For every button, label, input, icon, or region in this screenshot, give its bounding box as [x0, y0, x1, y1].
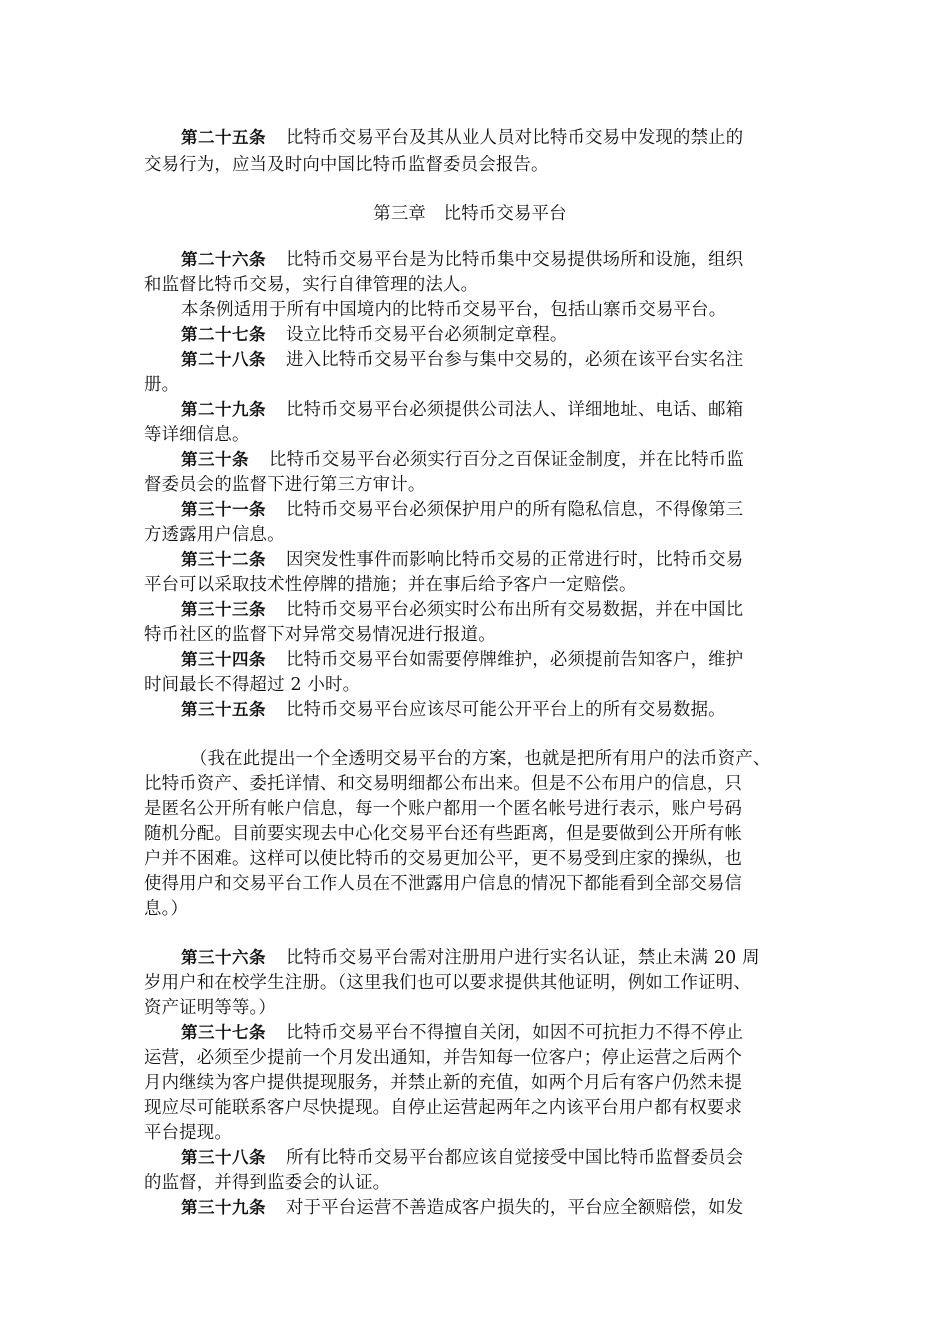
article-number: 第三十三条: [181, 600, 266, 619]
article-38-line-2: 的监督，并得到监委会的认证。: [144, 1173, 391, 1193]
article-26-line-1: [144, 248, 796, 272]
article-33-line-2: 特币社区的监督下对异常交易情况进行报道。: [144, 625, 496, 645]
article-36-line-2: 岁用户和在校学生注册。（这里我们也可以要求提供其他证明，例如工作证明、: [144, 973, 751, 993]
article-32-line-2: 平台可以采取技术性停牌的措施；并在事后给予客户一定赔偿。: [144, 575, 637, 595]
article-30-line-2: 督委员会的监督下进行第三方审计。: [144, 475, 426, 495]
article-37-line-4: 现应尽可能联系客户尽快提现。自停止运营起两年之内该平台用户都有权要求: [144, 1098, 743, 1118]
article-35-line-1: [144, 698, 796, 722]
article-number: 第二十八条: [181, 350, 266, 369]
article-28-line-2: 册。: [144, 375, 180, 395]
article-number: 第三十六条: [181, 948, 266, 967]
article-39-line-1: [144, 1196, 796, 1220]
article-text: 比特币交易平台是为比特币集中交易提供场所和设施，组织: [286, 250, 744, 270]
note-line-7: 息。）: [144, 899, 189, 919]
article-26-line-3: 本条例适用于所有中国境内的比特币交易平台，包括山寨币交易平台。: [181, 300, 727, 320]
article-number: 第二十九条: [181, 400, 266, 419]
article-text: 比特币交易平台必须提供公司法人、详细地址、电话、邮箱: [286, 400, 744, 420]
note-line-3: 是匿名公开所有帐户信息，每一个账户都用一个匿名帐号进行表示，账户号码: [144, 799, 743, 819]
article-text: 设立比特币交易平台必须制定章程。: [286, 325, 568, 345]
article-28-line-1: [144, 348, 796, 372]
article-number: 第三十四条: [181, 650, 266, 669]
article-29-line-2: 等详细信息。: [144, 425, 250, 445]
article-text: 比特币交易平台如需要停牌维护，必须提前告知客户，维护: [286, 650, 744, 670]
article-text: 比特币交易平台必须实时公布出所有交易数据，并在中国比: [286, 600, 744, 620]
article-36-line-3: 资产证明等等。）: [144, 998, 277, 1018]
article-number: 第三十二条: [181, 550, 266, 569]
article-38-line-1: [144, 1146, 796, 1170]
article-text: 比特币交易平台应该尽可能公开平台上的所有交易数据。: [286, 700, 726, 720]
article-number: 第三十条: [181, 450, 249, 469]
article-number: 第三十七条: [181, 1023, 266, 1042]
article-text: 比特币交易平台需对注册用户进行实名认证，禁止未满 20 周: [286, 948, 760, 968]
article-34-line-1: [144, 648, 796, 672]
article-number: 第三十八条: [181, 1148, 266, 1167]
article-number: 第三十九条: [181, 1198, 266, 1217]
note-line-2: 比特币资产、委托详情、和交易明细都公布出来。但是不公布用户的信息，只: [144, 774, 743, 794]
article-text: 进入比特币交易平台参与集中交易的，必须在该平台实名注: [286, 350, 744, 370]
article-37-line-5: 平台提现。: [144, 1123, 232, 1143]
article-text: 对于平台运营不善造成客户损失的，平台应全额赔偿，如发: [286, 1198, 744, 1218]
note-line-1: （我在此提出一个全透明交易平台的方案，也就是把所有用户的法币资产、: [190, 749, 771, 769]
article-text: 比特币交易平台必须保护用户的所有隐私信息，不得像第三: [286, 500, 744, 520]
article-number: 第二十六条: [181, 250, 266, 269]
article-27-line-1: [144, 323, 796, 347]
article-33-line-1: [144, 598, 796, 622]
article-text: 所有比特币交易平台都应该自觉接受中国比特币监督委员会: [286, 1148, 744, 1168]
article-number: 第二十五条: [181, 128, 266, 147]
article-number: 第三十五条: [181, 700, 266, 719]
article-34-line-2: 时间最长不得超过 2 小时。: [144, 675, 361, 695]
chapter-heading: 第三章 比特币交易平台: [373, 204, 567, 224]
article-29-line-1: [144, 398, 796, 422]
note-line-4: 随机分配。目前要实现去中心化交易平台还有些距离，但是要做到公开所有帐: [144, 824, 743, 844]
article-text: 比特币交易平台不得擅自关闭，如因不可抗拒力不得不停止: [286, 1023, 744, 1043]
article-30-line-1: [144, 448, 796, 472]
article-text: 比特币交易平台必须实行百分之百保证金制度，并在比特币监: [269, 450, 744, 470]
article-25-line-1: [144, 126, 796, 150]
article-32-line-1: [144, 548, 796, 572]
article-text: 比特币交易平台及其从业人员对比特币交易中发现的禁止的: [286, 128, 744, 148]
article-37-line-2: 运营，必须至少提前一个月发出通知，并告知每一位客户；停止运营之后两个: [144, 1048, 743, 1068]
article-36-line-1: [144, 946, 796, 970]
article-text: 因突发性事件而影响比特币交易的正常进行时，比特币交易: [286, 550, 744, 570]
article-26-line-2: 和监督比特币交易，实行自律管理的法人。: [144, 275, 479, 295]
article-25-line-2: 交易行为，应当及时向中国比特币监督委员会报告。: [144, 155, 549, 175]
note-line-5: 户并不困难。这样可以使比特币的交易更加公平，更不易受到庄家的操纵，也: [144, 849, 743, 869]
article-number: 第三十一条: [181, 500, 266, 519]
article-37-line-1: [144, 1021, 796, 1045]
article-number: 第二十七条: [181, 325, 266, 344]
article-31-line-1: [144, 498, 796, 522]
note-line-6: 使得用户和交易平台工作人员在不泄露用户信息的情况下都能看到全部交易信: [144, 874, 743, 894]
article-31-line-2: 方透露用户信息。: [144, 525, 285, 545]
article-37-line-3: 月内继续为客户提供提现服务，并禁止新的充值，如两个月后有客户仍然未提: [144, 1073, 743, 1093]
